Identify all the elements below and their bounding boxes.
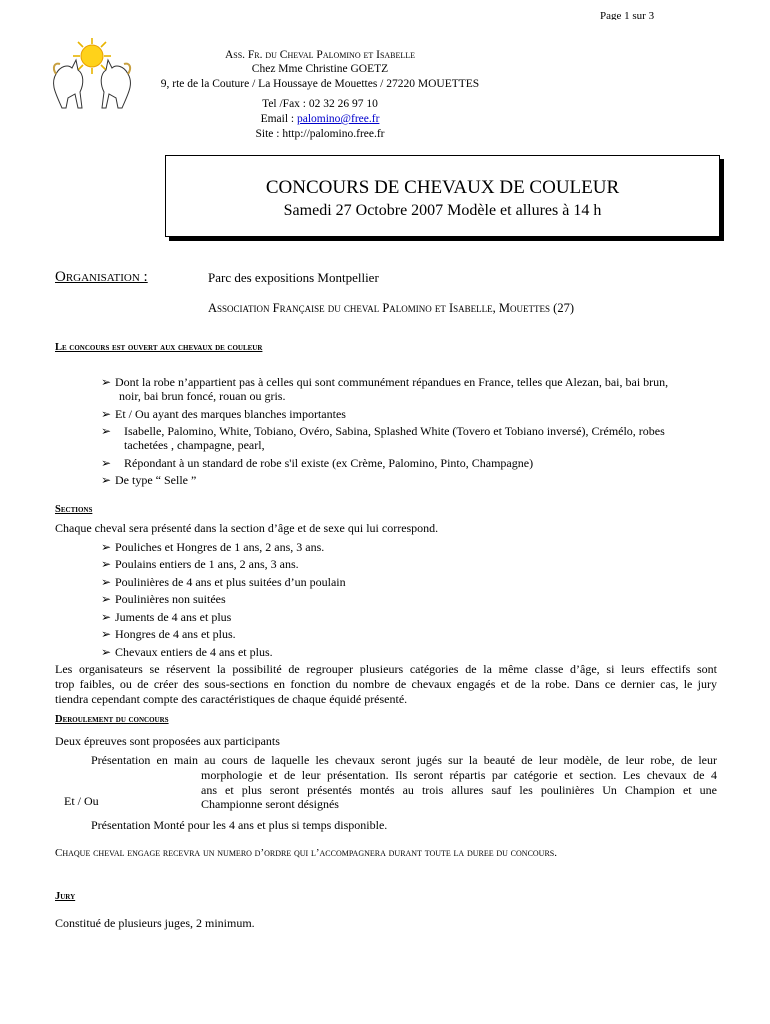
tel-fax: Tel /Fax : 02 32 26 97 10: [262, 98, 378, 110]
organisation-label: Organisation :: [55, 269, 148, 285]
association-contact-person: Chez Mme Christine GOETZ: [251, 63, 389, 76]
epreuve-main-line: morphologie et de leur présentation. Ils seront répartis par catégorie et section. Les chevaux de 4: [201, 768, 717, 782]
association-name: Ass. Fr. du Cheval Palomino et Isabelle: [224, 49, 416, 61]
list-item: ➢ De type “ Selle ”: [101, 473, 197, 487]
numero-notice: Chaque cheval engage recevra un numero d’ordre qui l’accompagnera durant toute la duree du concours.: [55, 847, 557, 859]
sections-note: [55, 662, 717, 707]
epreuve-main-line: Championne seront désignés: [201, 797, 339, 811]
jury-text: Constitué de plusieurs juges, 2 minimum.: [55, 916, 255, 930]
deroulement-intro: Deux épreuves sont proposées aux participants: [55, 734, 280, 748]
list-item: ➢ Hongres de 4 ans et plus.: [101, 627, 236, 641]
association-logo: [42, 38, 142, 110]
list-item: ➢ Dont la robe n’appartient pas à celles qui sont communément répandues en France, telles que Alezan, bai, bai brun,: [101, 375, 669, 389]
list-item: ➢ Poulains entiers de 1 ans, 2 ans, 3 ans.: [101, 557, 299, 571]
association-address: 9, rte de la Couture / La Houssaye de Mouettes / 27220 MOUETTES: [160, 77, 480, 90]
bullet-arrow-icon: ➢: [101, 575, 112, 589]
document-subtitle: Samedi 27 Octobre 2007 Modèle et allures à 14 h: [283, 201, 602, 219]
bullet-arrow-icon: ➢: [101, 610, 112, 624]
bullet-arrow-icon: ➢: [101, 473, 112, 487]
bullet-arrow-icon: ➢: [101, 407, 112, 421]
page-number: Page 1 sur 3: [600, 10, 655, 20]
list-item: ➢ Juments de 4 ans et plus: [101, 610, 232, 624]
email-line: [150, 112, 490, 127]
title-box: [165, 155, 720, 237]
list-item: ➢ Répondant à un standard de robe s'il existe (ex Crème, Palomino, Pinto, Champagne): [101, 456, 534, 470]
note-line: tiendra cependant compte des caractéristiques de chaque équidé présenté.: [55, 692, 408, 706]
list-item: ➢ Et / Ou ayant des marques blanches importantes: [101, 407, 346, 421]
list-item: ➢ Poulinières de 4 ans et plus suitées d’un poulain: [101, 575, 346, 589]
sections-heading: Sections: [55, 504, 93, 515]
jury-heading: Jury: [55, 891, 76, 902]
epreuve-main-line: ans et plus seront présentés montés au trois allures sauf les poulinières Un Champion et une: [201, 783, 717, 797]
association-header: [150, 48, 490, 91]
bullet-arrow-icon: ➢: [101, 375, 112, 389]
et-ou-label: Et / Ou: [64, 794, 99, 808]
list-item: ➢ Pouliches et Hongres de 1 ans, 2 ans, 3 ans.: [101, 540, 325, 554]
bullet-arrow-icon: ➢: [101, 557, 112, 571]
bullet-arrow-icon: ➢: [101, 592, 112, 606]
contact-block: [150, 97, 490, 142]
bullet-arrow-icon: ➢: [101, 645, 112, 659]
email-link[interactable]: palomino@free.fr: [296, 112, 380, 125]
note-line: trop faibles, ou de créer des sous-sections en fonction du nombre de chevaux engagés et de la robe. Dans ce dernier cas, le jury: [55, 677, 717, 691]
deroulement-heading: Deroulement du concours: [55, 714, 169, 725]
list-item: ➢ Poulinières non suitées: [101, 592, 226, 606]
bullet-arrow-icon: ➢: [101, 627, 112, 641]
list-item-continued: tachetées , champagne, pearl,: [124, 438, 265, 452]
email-label: Email :: [260, 112, 297, 125]
list-item: ➢ Isabelle, Palomino, White, Tobiano, Ovéro, Sabina, Splashed White (Tovero et Tobiano inversé), Crémélo, robes: [101, 424, 665, 438]
document-title: CONCOURS DE CHEVAUX DE COULEUR: [265, 177, 620, 198]
list-item: ➢ Chevaux entiers de 4 ans et plus.: [101, 645, 273, 659]
sections-intro: Chaque cheval sera présenté dans la section d’âge et de sexe qui lui correspond.: [55, 521, 439, 535]
epreuve-monte: Présentation Monté pour les 4 ans et plus si temps disponible.: [91, 818, 388, 832]
epreuve-main-line: Présentation en main au cours de laquelle les chevaux seront jugés sur la beauté de leur modèle, de leur robe, de leur: [91, 753, 717, 767]
bullet-arrow-icon: ➢: [101, 424, 112, 438]
organisation-association: Association Française du cheval Palomino et Isabelle, Mouettes (27): [208, 301, 574, 315]
ouvert-heading: Le concours est ouvert aux chevaux de couleur: [55, 342, 263, 353]
bullet-arrow-icon: ➢: [101, 540, 112, 554]
site-line: Site : http://palomino.free.fr: [255, 127, 385, 140]
note-line: Les organisateurs se réservent la possibilité de regrouper plusieurs catégories de la même classe d’âge, si leurs effectifs sont: [55, 662, 717, 676]
organisation-place: Parc des expositions Montpellier: [208, 270, 379, 285]
bullet-arrow-icon: ➢: [101, 456, 112, 470]
list-item-continued: noir, bai brun foncé, rouan ou gris.: [119, 389, 286, 403]
